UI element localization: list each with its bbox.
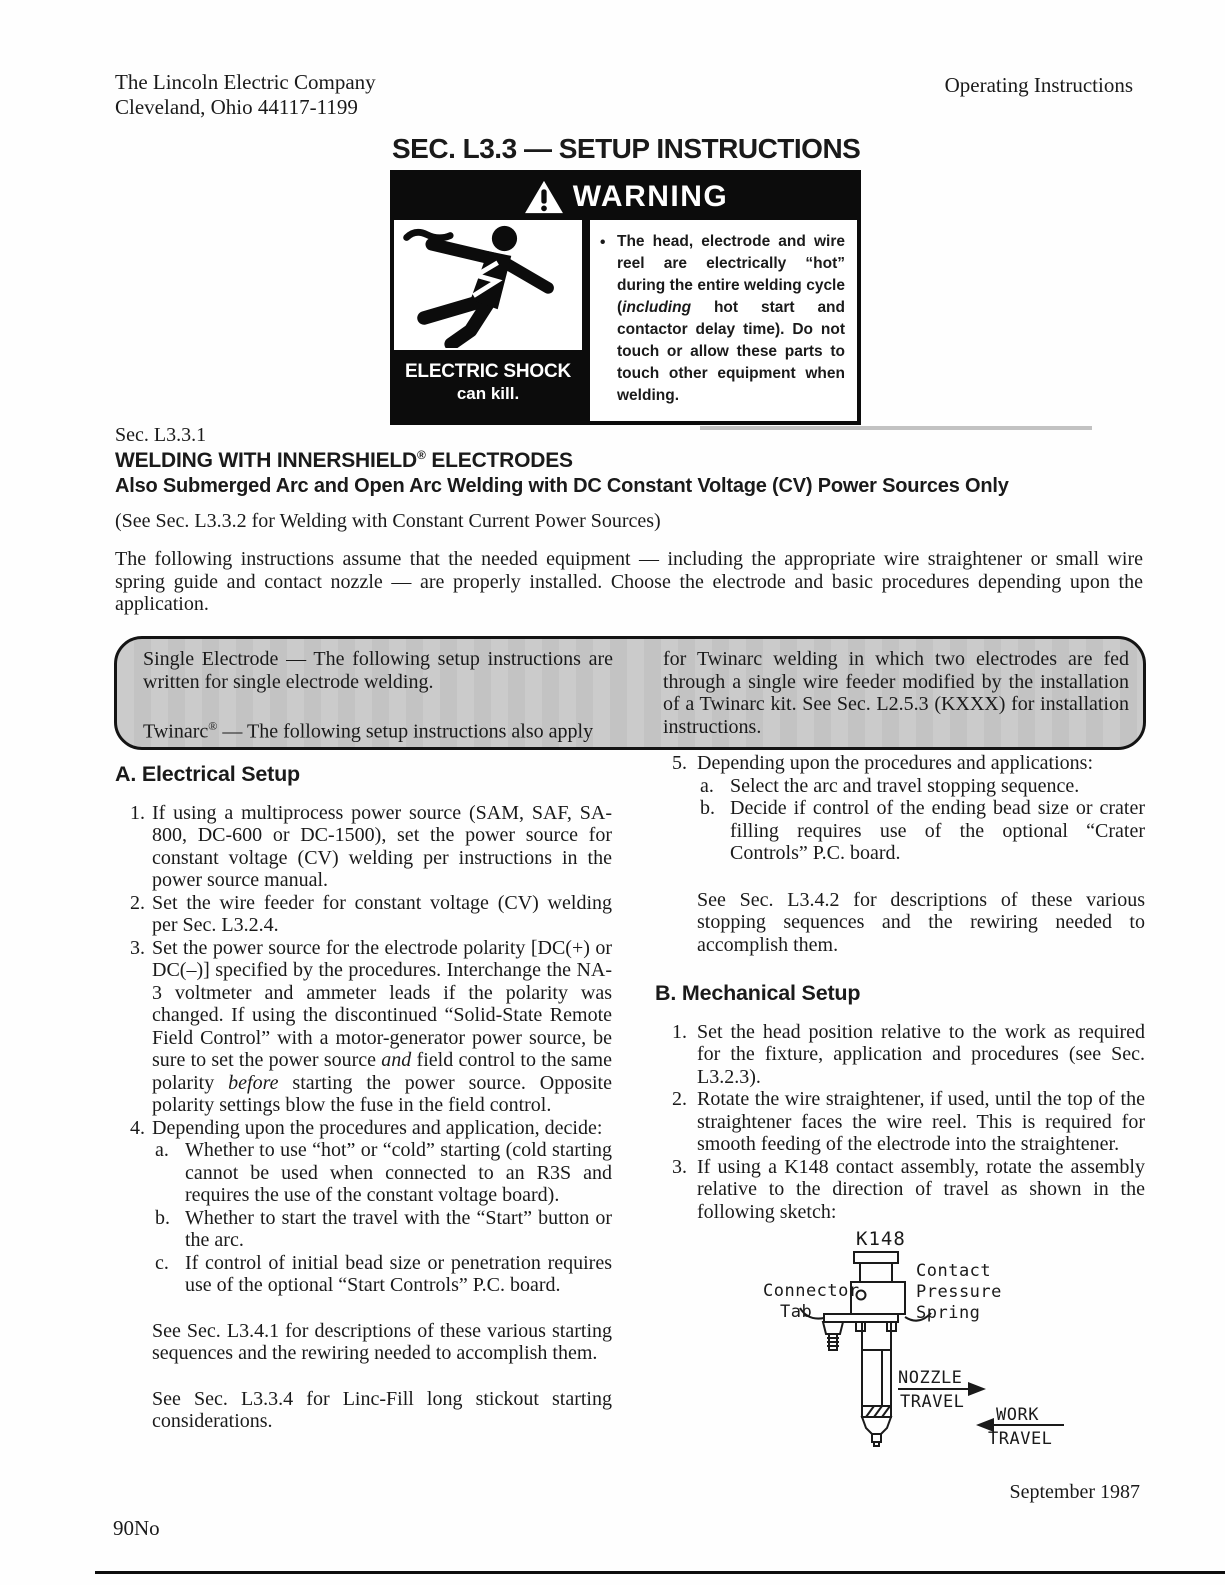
bullet-mark: •: [600, 234, 606, 251]
work-travel-label-line1: WORK: [996, 1405, 1039, 1425]
letterhead: [115, 70, 376, 120]
warning-left-cell: [394, 220, 590, 421]
list-item-5a: a. Select the arc and travel stopping sequence.: [700, 774, 1080, 797]
section-subheading: Also Submerged Arc and Open Arc Welding with DC Constant Voltage (CV) Power Sources Only: [115, 475, 1009, 497]
list-item-4a: a. Whether to use “hot” or “cold” starting (cold starting cannot be used when connected to an R3S and requires the use of the constant voltage board).: [155, 1139, 612, 1206]
list-item-4: 4. Depending upon the procedures and application, decide:: [130, 1116, 603, 1139]
note-single-electrode: Single Electrode — The following setup instructions are written for single electrode welding.: [143, 648, 613, 693]
bottom-rule: [95, 1571, 1225, 1574]
scan-smudge: [700, 426, 1092, 430]
list-item-5b: b. Decide if control of the ending bead size or crater filling requires use of the optional “Crater Controls” P.C. board.: [700, 797, 1145, 864]
mech-item-1: 1. Set the head position relative to the work as required for the fixture, application and procedures (see Sec. L3.2.3).: [672, 1020, 1145, 1088]
spring-label-line1: Contact: [916, 1261, 992, 1281]
mech-item-3: 3. If using a K148 contact assembly, rotate the assembly relative to the direction of travel as shown in the following sketch:: [672, 1155, 1145, 1223]
mech-item-2: 2. Rotate the wire straightener, if used, until the top of the straightener faces the wire reel. This is required for smooth feeding of the electrode into the straightener.: [672, 1088, 1145, 1155]
see-paragraph-3: See Sec. L3.4.2 for descriptions of these various stopping sequences and the rewiring needed to accomplish them.: [697, 888, 1145, 956]
page-title: SEC. L3.3 — SETUP INSTRUCTIONS: [392, 133, 861, 164]
note-twinarc: Twinarc® — The following setup instructions also apply: [143, 719, 594, 743]
work-travel-label-line2: TRAVEL: [988, 1429, 1053, 1449]
note-box-right-column: for Twinarc welding in which two electrodes are fed through a single wire feeder modified by the installation of a Twinarc kit. See Sec. L2.5.3 (KXXX) for installation instructions.: [663, 648, 1129, 738]
see-paragraph-1: See Sec. L3.4.1 for descriptions of these various starting sequences and the rewiring needed to accomplish them.: [152, 1319, 612, 1364]
list-item-4b: b. Whether to start the travel with the “Start” button or the arc.: [155, 1206, 612, 1251]
see-paragraph-2: See Sec. L3.3.4 for Linc-Fill long stickout starting considerations.: [152, 1387, 612, 1432]
mechanical-setup-heading: B. Mechanical Setup: [655, 981, 861, 1005]
warning-bullet-text: The head, electrode and wire reel are electrically “hot” during the entire welding cycle (including hot start and contactor delay time). Do not touch or allow these parts to touch other equipment when welding.: [617, 233, 845, 404]
connector-tab-label-line2: Tab: [780, 1302, 813, 1322]
shock-caption-line1: ELECTRIC SHOCK: [404, 361, 572, 382]
k148-assembly-diagram: [688, 1208, 1133, 1456]
company-address: Cleveland, Ohio 44117-1199: [115, 95, 358, 119]
warning-word: WARNING: [572, 180, 729, 213]
list-item-2: 2. Set the wire feeder for constant voltage (CV) welding per Sec. L3.2.4.: [130, 891, 612, 936]
footer-date: September 1987: [1009, 1481, 1140, 1503]
left-column: [115, 763, 612, 1433]
electrical-setup-heading: A. Electrical Setup: [115, 762, 300, 786]
diagram-title: K148: [856, 1228, 906, 1250]
section-number: Sec. L3.3.1: [115, 424, 207, 446]
footer-page-code: 90No: [113, 1516, 160, 1540]
warning-label: [390, 170, 861, 425]
warning-triangle-icon: [523, 179, 565, 215]
see-reference: (See Sec. L3.3.2 for Welding with Constant Current Power Sources): [115, 510, 661, 532]
intro-paragraph: The following instructions assume that the needed equipment — including the appropriate wire straightener or small wire spring guide and contact nozzle — are properly installed. Choose the electrode and basic procedures depending upon the application.: [115, 548, 1143, 615]
nozzle-travel-label-line2: TRAVEL: [900, 1392, 965, 1412]
section-heading: WELDING WITH INNERSHIELD® ELECTRODES: [115, 448, 573, 472]
connector-tab-label-line1: Connector: [763, 1281, 860, 1301]
spring-label-line3: Spring: [916, 1303, 981, 1323]
right-column: [655, 752, 1145, 1223]
shock-caption-line2: can kill.: [456, 384, 520, 403]
shock-caption: [394, 350, 582, 421]
electric-shock-pictogram: [400, 222, 576, 348]
note-box-left-column: [143, 648, 613, 747]
doc-type: Operating Instructions: [944, 73, 1133, 97]
nozzle-travel-arrow: [968, 1382, 986, 1396]
list-item-3: 3. Set the power source for the electrode polarity [DC(+) or DC(–)] specified by the procedures. Interchange the NA-3 voltmeter and ammeter leads if the polarity was changed. If using the discontinued “Solid-State Remote Field Control” with a motor-generator power source, be sure to set the power source and field control to the same polarity before starting the power source. Opposite polarity settings blow the fuse in the field control.: [130, 936, 612, 1116]
note-box: [114, 636, 1146, 750]
list-item-5: 5. Depending upon the procedures and applications:: [672, 752, 1093, 774]
nozzle-travel-label-line1: NOZZLE: [898, 1368, 963, 1388]
warning-header: [394, 174, 857, 220]
company-name: The Lincoln Electric Company: [115, 70, 376, 94]
list-item-4c: c. If control of initial bead size or penetration requires use of the optional “Start Controls” P.C. board.: [155, 1251, 612, 1296]
warning-text-cell: [590, 220, 857, 421]
list-item-1: 1. If using a multiprocess power source (SAM, SAF, SA-800, DC-600 or DC-1500), set the power source for constant voltage (CV) welding per instructions in the power source manual.: [130, 801, 612, 891]
spring-label-line2: Pressure: [916, 1282, 1002, 1302]
